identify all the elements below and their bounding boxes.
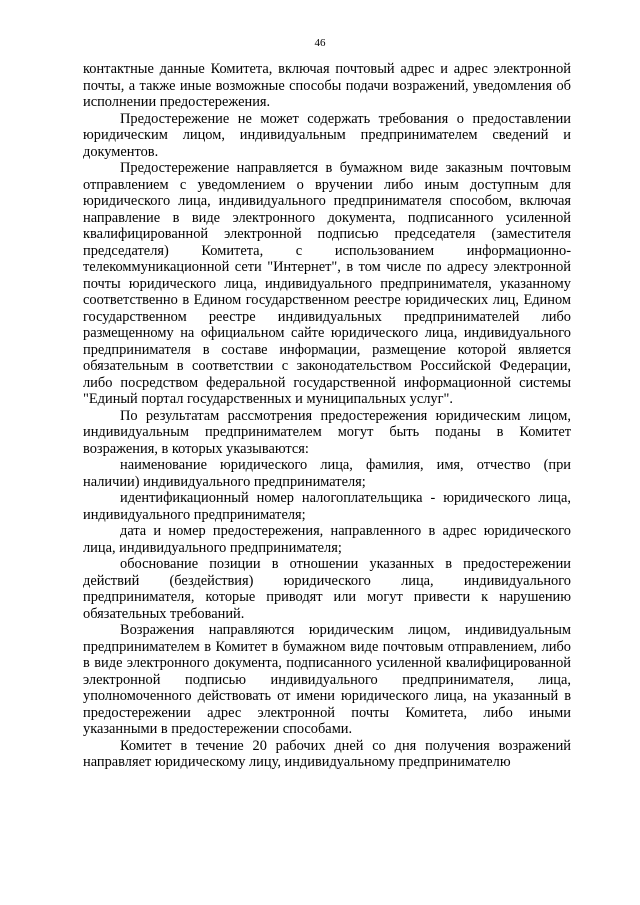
paragraph-committee-response: Комитет в течение 20 рабочих дней со дня получения возражений направляет юридическому лицу, индивидуальному предпринимателю [83, 737, 571, 770]
list-item-warning-date-number: дата и номер предостережения, направленного в адрес юридического лица, индивидуального предпринимателя; [83, 523, 571, 556]
list-item-position-justification: обоснование позиции в отношении указанных в предостережении действий (бездействия) юридического лица, индивидуального предпринимателя, которые приводят или могут привести к нарушению обязательных требований. [83, 556, 571, 622]
page-number: 46 [314, 37, 326, 49]
paragraph-restrictions: Предостережение не может содержать требования о предоставлении юридическим лицом, индивидуальным предпринимателем сведений и документов. [83, 110, 571, 160]
paragraph-objections-submission: Возражения направляются юридическим лицом, индивидуальным предпринимателем в Комитет в бумажном виде почтовым отправлением, либо в виде электронного документа, подписанного усиленной квалифицированной электронной подписью индивидуального предпринимателя, лица, уполномоченного действовать от имени юридического лица, на указанный в предостережении адрес электронной почты Комитета, либо иными указанными в предостережении способами. [83, 622, 571, 737]
list-item-entity-name: наименование юридического лица, фамилия, имя, отчество (при наличии) индивидуального предпринимателя; [83, 457, 571, 490]
paragraph-contact-details: контактные данные Комитета, включая почтовый адрес и адрес электронной почты, а также иные возможные способы подачи возражений, уведомления об исполнении предостережения. [83, 61, 571, 110]
document-body [83, 61, 571, 771]
list-item-taxpayer-id: идентификационный номер налогоплательщика - юридического лица, индивидуального предпринимателя; [83, 490, 571, 523]
paragraph-delivery-method: Предостережение направляется в бумажном виде заказным почтовым отправлением с уведомлением о вручении либо иным доступным для юридического лица, индивидуального предпринимателя способом, включая направление в виде электронного документа, подписанного усиленной квалифицированной электронной подписью председателя (заместителя председателя) Комитета, с использованием информационно-телекоммуникационной сети "Интернет", в том числе по адресу электронной почты юридического лица, индивидуального предпринимателя, указанному соответственно в Едином государственном реестре юридических лиц, Едином государственном реестре индивидуальных предпринимателей либо размещенному на официальном сайте юридического лица, индивидуального предпринимателя в составе информации, размещение которой является обязательным в соответствии с законодательством Российской Федерации, либо посредством федеральной государственной информационной системы "Единый портал государственных и муниципальных услуг". [83, 160, 571, 407]
paragraph-objections-intro: По результатам рассмотрения предостережения юридическим лицом, индивидуальным предпринимателем могут быть поданы в Комитет возражения, в которых указываются: [83, 407, 571, 457]
